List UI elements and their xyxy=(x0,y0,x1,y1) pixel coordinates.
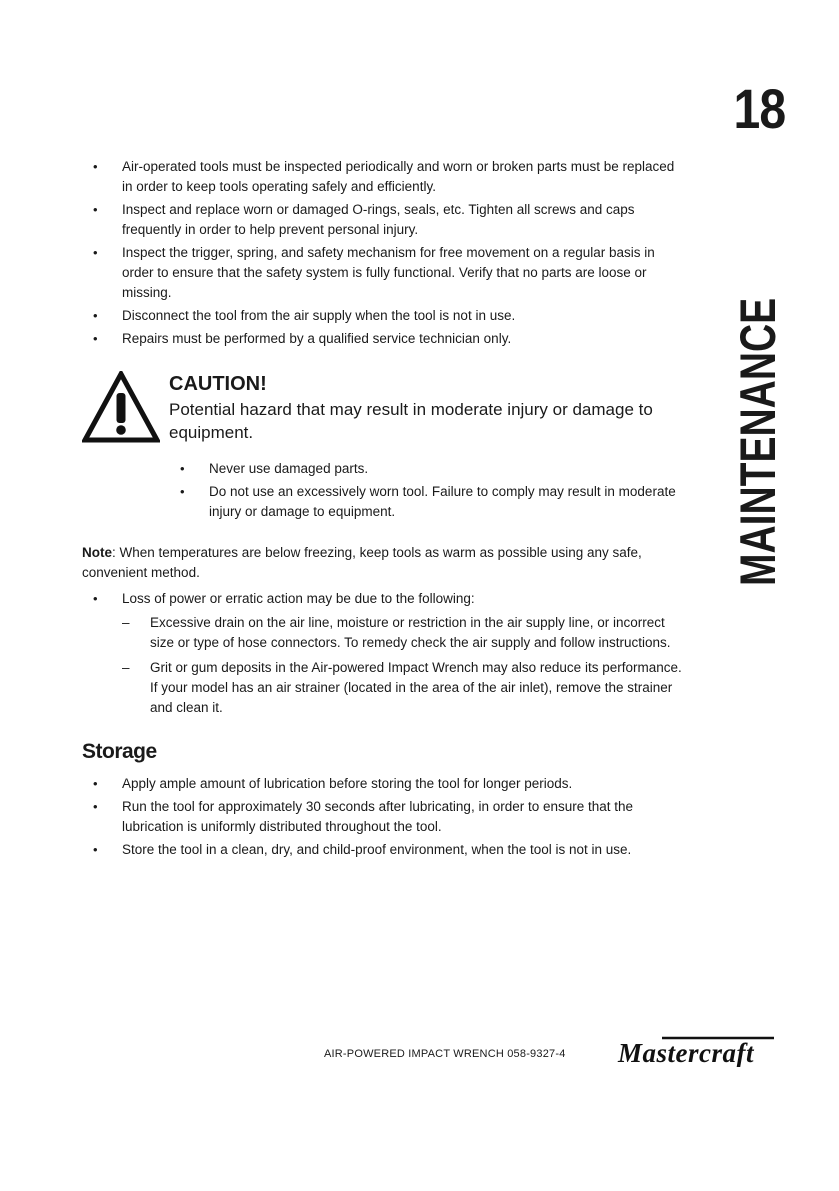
note-label: Note xyxy=(82,545,112,560)
list-item: • Repairs must be performed by a qualified service technician only. xyxy=(82,329,682,349)
list-item: • Store the tool in a clean, dry, and child-proof environment, when the tool is not in use. xyxy=(82,840,682,860)
power-loss-causes xyxy=(122,613,682,718)
storage-list xyxy=(82,774,682,860)
list-item: • Inspect the trigger, spring, and safety mechanism for free movement on a regular basis in order to ensure that the safety system is fully functional. Verify that no parts are loose or missing. xyxy=(82,243,682,303)
list-item: – Excessive drain on the air line, moisture or restriction in the air supply line, or incorrect size or type of hose connectors. To remedy check the air supply and follow instructions. xyxy=(122,613,682,653)
list-item xyxy=(82,589,682,718)
list-item: • Never use damaged parts. xyxy=(169,459,679,479)
list-item: • Air-operated tools must be inspected periodically and worn or broken parts must be replaced in order to keep tools operating safely and efficiently. xyxy=(82,157,682,197)
page-content xyxy=(82,157,682,863)
mastercraft-logo xyxy=(594,1035,778,1067)
caution-list xyxy=(169,459,679,525)
caution-title: CAUTION! xyxy=(169,373,267,395)
caution-box xyxy=(82,371,682,537)
page-number: 18 xyxy=(733,77,785,140)
note-text: : When temperatures are below freezing, keep tools as warm as possible using any safe, convenient method. xyxy=(82,545,642,580)
list-item: • Run the tool for approximately 30 seconds after lubricating, in order to ensure that the lubrication is uniformly distributed throughout the tool. xyxy=(82,797,682,837)
power-loss-bullet: Loss of power or erratic action may be due to the following: xyxy=(122,591,475,606)
list-item: • Do not use an excessively worn tool. Failure to comply may result in moderate injury or damage to equipment. xyxy=(169,482,679,522)
note-paragraph xyxy=(82,543,682,583)
list-item: • Disconnect the tool from the air supply when the tool is not in use. xyxy=(82,306,682,326)
list-item: • Inspect and replace worn or damaged O-rings, seals, etc. Tighten all screws and caps frequently in order to help prevent personal injury. xyxy=(82,200,682,240)
power-loss-list xyxy=(82,589,682,718)
list-item: – Grit or gum deposits in the Air-powered Impact Wrench may also reduce its performance. If your model has an air strainer (located in the area of the air inlet), remove the strainer and clean it. xyxy=(122,658,682,718)
list-item: • Apply ample amount of lubrication before storing the tool for longer periods. xyxy=(82,774,682,794)
warning-triangle-icon xyxy=(82,371,160,443)
svg-text:Mastercraft: Mastercraft xyxy=(618,1038,754,1067)
maintenance-list xyxy=(82,157,682,349)
section-tab-label: MAINTENANCE xyxy=(730,297,786,586)
storage-heading: Storage xyxy=(82,740,157,763)
section-tab xyxy=(730,217,786,586)
footer-product: AIR-POWERED IMPACT WRENCH 058-9327-4 xyxy=(324,1048,566,1060)
caution-text: Potential hazard that may result in moderate injury or damage to equipment. xyxy=(169,400,653,442)
